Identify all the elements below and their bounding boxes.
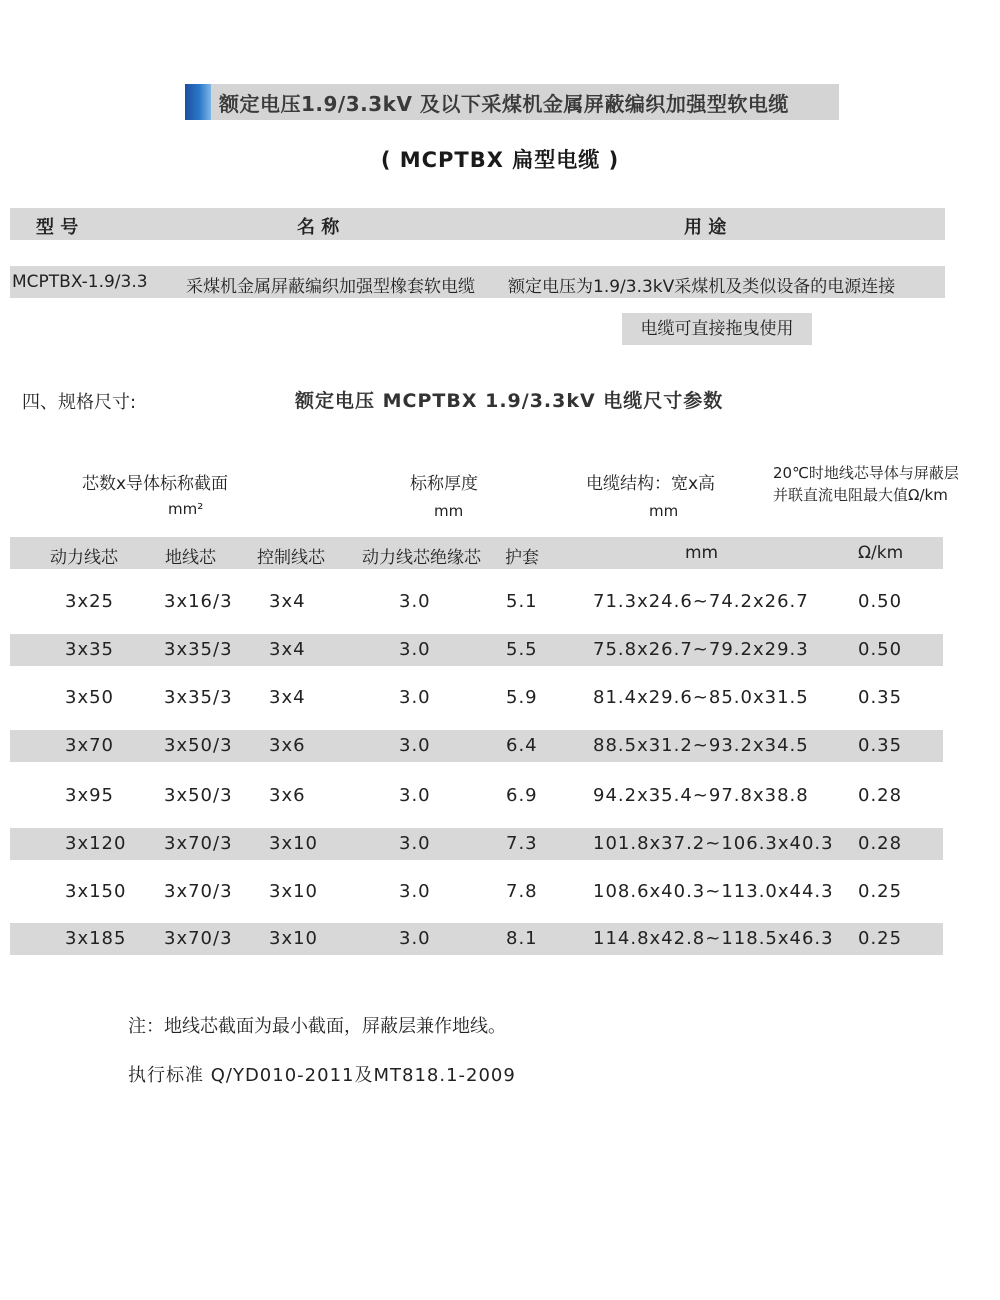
header-name: 名 称 [297, 217, 340, 238]
cell-control: 3x10 [269, 833, 319, 854]
page-title: 额定电压1.9/3.3kV 及以下采煤机金属屏蔽编织加强型软电缆 [219, 91, 789, 116]
subheader-sheath: 护套 [505, 548, 539, 568]
cell-control: 3x4 [269, 591, 306, 612]
cell-ground: 3x50/3 [164, 735, 233, 756]
title-accent-block [185, 84, 211, 120]
header-model: 型 号 [36, 217, 79, 238]
group-header-cores-unit: mm² [168, 500, 204, 518]
cell-dims: 71.3x24.6~74.2x26.7 [593, 591, 809, 612]
cell-insulation: 3.0 [399, 591, 431, 612]
cell-ohm: 0.35 [858, 735, 903, 756]
subheader-power: 动力线芯 [50, 548, 118, 568]
cell-power: 3x35 [65, 639, 115, 660]
cell-sheath: 7.8 [506, 881, 538, 902]
product-row [10, 266, 945, 298]
cell-ground: 3x70/3 [164, 928, 233, 949]
subheader-control: 控制线芯 [257, 548, 325, 568]
cell-ohm: 0.28 [858, 785, 903, 806]
section-title: 额定电压 MCPTBX 1.9/3.3kV 电缆尺寸参数 [295, 390, 724, 412]
product-use: 额定电压为1.9/3.3kV采煤机及类似设备的电源连接 [508, 277, 896, 297]
cell-insulation: 3.0 [399, 928, 431, 949]
cell-ground: 3x70/3 [164, 833, 233, 854]
cell-power: 3x150 [65, 881, 127, 902]
table-row [10, 780, 943, 812]
product-use-note: 电缆可直接拖曳使用 [622, 313, 812, 345]
cell-ohm: 0.50 [858, 639, 903, 660]
product-header-bar [10, 208, 945, 240]
table-row [10, 876, 943, 908]
cell-control: 3x6 [269, 785, 306, 806]
cell-power: 3x25 [65, 591, 115, 612]
cell-sheath: 6.9 [506, 785, 538, 806]
table-row [10, 586, 943, 618]
group-header-resistance-line1: 20℃时地线芯导体与屏蔽层 [773, 464, 959, 482]
cell-insulation: 3.0 [399, 881, 431, 902]
cell-control: 3x10 [269, 928, 319, 949]
cell-insulation: 3.0 [399, 833, 431, 854]
cell-sheath: 5.1 [506, 591, 538, 612]
section-label: 四、规格尺寸: [22, 392, 137, 413]
product-model: MCPTBX-1.9/3.3 [12, 272, 148, 292]
cell-sheath: 5.5 [506, 639, 538, 660]
cell-dims: 75.8x26.7~79.2x29.3 [593, 639, 809, 660]
cell-control: 3x6 [269, 735, 306, 756]
cell-sheath: 7.3 [506, 833, 538, 854]
cell-insulation: 3.0 [399, 687, 431, 708]
table-row [10, 828, 943, 860]
cell-sheath: 6.4 [506, 735, 538, 756]
cell-ohm: 0.50 [858, 591, 903, 612]
title-bar [185, 84, 839, 120]
cell-control: 3x4 [269, 639, 306, 660]
footer-note: 注：地线芯截面为最小截面，屏蔽层兼作地线。 [128, 1016, 506, 1037]
group-header-cores: 芯数x导体标称截面 [82, 474, 229, 494]
table-row [10, 682, 943, 714]
subheader-insulation: 动力线芯绝缘芯 [362, 548, 481, 568]
cell-ohm: 0.35 [858, 687, 903, 708]
cell-sheath: 8.1 [506, 928, 538, 949]
table-row [10, 923, 943, 955]
cell-ohm: 0.28 [858, 833, 903, 854]
group-header-thickness: 标称厚度 [410, 474, 478, 494]
cell-power: 3x50 [65, 687, 115, 708]
subheader-ground: 地线芯 [165, 548, 216, 568]
cell-ohm: 0.25 [858, 928, 903, 949]
cell-ground: 3x70/3 [164, 881, 233, 902]
cell-insulation: 3.0 [399, 785, 431, 806]
cell-dims: 114.8x42.8~118.5x46.3 [593, 928, 834, 949]
group-header-resistance-line2: 并联直流电阻最大值Ω/km [773, 486, 948, 504]
table-subheader [10, 537, 943, 569]
page-subtitle: ( MCPTBX 扁型电缆 ) [380, 148, 620, 172]
cell-power: 3x120 [65, 833, 127, 854]
footer-standard: 执行标准 Q/YD010-2011及MT818.1-2009 [128, 1065, 516, 1086]
group-header-structure: 电缆结构：宽x高 [586, 474, 716, 494]
cell-ground: 3x16/3 [164, 591, 233, 612]
cell-power: 3x95 [65, 785, 115, 806]
cell-dims: 88.5x31.2~93.2x34.5 [593, 735, 809, 756]
group-header-thickness-unit: mm [434, 502, 464, 520]
table-row [10, 730, 943, 762]
product-name: 采煤机金属屏蔽编织加强型橡套软电缆 [186, 277, 475, 297]
header-use: 用 途 [684, 217, 727, 238]
cell-insulation: 3.0 [399, 639, 431, 660]
subheader-dims: mm [685, 543, 719, 563]
cell-control: 3x4 [269, 687, 306, 708]
cell-power: 3x70 [65, 735, 115, 756]
cell-ground: 3x50/3 [164, 785, 233, 806]
cell-ground: 3x35/3 [164, 639, 233, 660]
cell-dims: 81.4x29.6~85.0x31.5 [593, 687, 809, 708]
table-row [10, 634, 943, 666]
cell-ohm: 0.25 [858, 881, 903, 902]
cell-dims: 101.8x37.2~106.3x40.3 [593, 833, 834, 854]
cell-power: 3x185 [65, 928, 127, 949]
cell-dims: 108.6x40.3~113.0x44.3 [593, 881, 834, 902]
cell-ground: 3x35/3 [164, 687, 233, 708]
cell-dims: 94.2x35.4~97.8x38.8 [593, 785, 809, 806]
cell-control: 3x10 [269, 881, 319, 902]
cell-insulation: 3.0 [399, 735, 431, 756]
group-header-structure-unit: mm [649, 502, 679, 520]
subheader-ohm: Ω/km [858, 543, 904, 563]
cell-sheath: 5.9 [506, 687, 538, 708]
